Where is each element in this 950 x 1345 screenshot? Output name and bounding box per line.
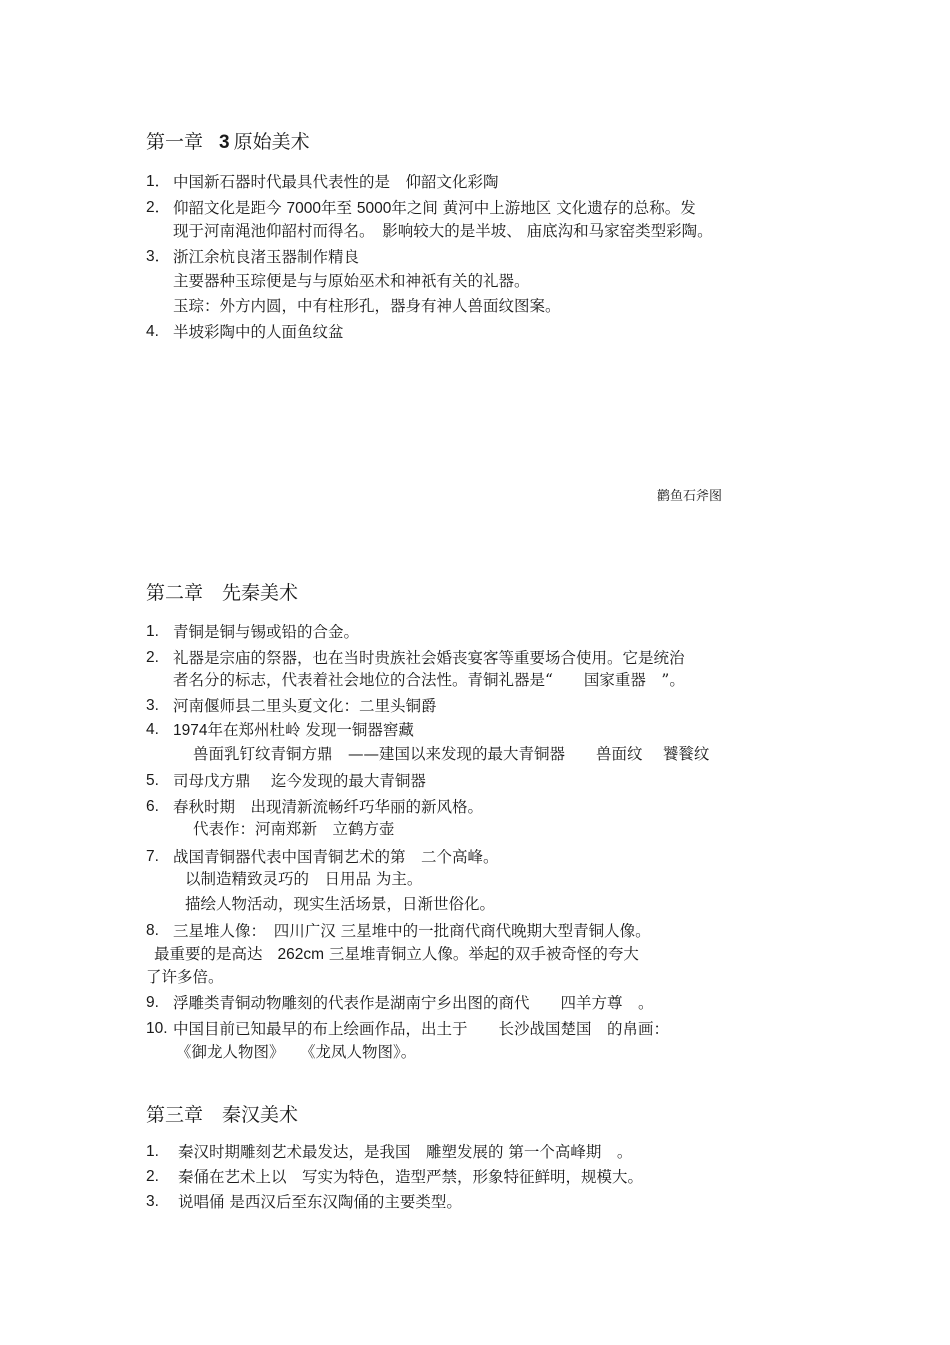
ch3-item-1-num: 1. xyxy=(146,1143,159,1160)
ch1-item-3-text: 浙江余杭良渚玉器制作精良 xyxy=(173,248,360,266)
ch2-item-8-continuation-2: 了许多倍。 xyxy=(146,968,224,986)
ch2-item-5-num: 5. xyxy=(146,772,159,789)
ch2-item-10-num: 10. xyxy=(146,1020,168,1037)
ch1-item-4-num: 4. xyxy=(146,323,159,340)
ch1-item-4-text: 半坡彩陶中的人面鱼纹盆 xyxy=(173,323,344,341)
ch2-item-2-continuation: 者名分的标志，代表着社会地位的合法性。青铜礼器是“ 国家重器 ”。 xyxy=(173,671,685,689)
ch2-item-4-sub-1: 兽面乳钉纹青铜方鼎 ——建国以来发现的最大青铜器 兽面纹 饕餮纹 xyxy=(193,745,710,763)
ch2-item-2-num: 2. xyxy=(146,649,159,666)
ch2-item-8-num: 8. xyxy=(146,922,159,939)
ch2-item-3-text: 河南偃师县二里头夏文化：二里头铜爵 xyxy=(173,697,437,715)
ch2-item-1-text: 青铜是铜与锡或铅的合金。 xyxy=(173,623,360,641)
ch1-item-2-continuation: 现于河南渑池仰韶村而得名。 影响较大的是半坡、 庙底沟和马家窑类型彩陶。 xyxy=(173,222,713,240)
ch1-item-3-sub-1: 主要器种玉琮便是与与原始巫术和神祇有关的礼器。 xyxy=(173,272,530,290)
ch2-item-6-text: 春秋时期 出现清新流畅纤巧华丽的新风格。 xyxy=(173,798,484,816)
ch2-item-9-text: 浮雕类青铜动物雕刻的代表作是湖南宁乡出图的商代 四羊方尊 。 xyxy=(173,994,654,1012)
ch2-item-2-text: 礼器是宗庙的祭器，也在当时贵族社会婚丧宴客等重要场合使用。它是统治 xyxy=(173,649,685,667)
ch1-item-3-sub-2: 玉琮：外方内圆，中有柱形孔，器身有神人兽面纹图案。 xyxy=(173,297,561,315)
ch2-item-6-sub-1: 代表作：河南郑新 立鹤方壶 xyxy=(193,820,395,838)
chapter-2-title: 第二章 先秦美术 xyxy=(146,582,299,604)
ch1-item-2-text: 仰韶文化是距今 7000年至 5000年之间 黄河中上游地区 文化遗存的总称。发 xyxy=(173,199,696,217)
ch3-item-3-num: 3. xyxy=(146,1193,159,1210)
ch2-item-4-text: 1974年在郑州杜岭 发现一铜器窖藏 xyxy=(173,721,414,739)
ch2-item-8-continuation-1: 最重要的是高达 262cm 三星堆青铜立人像。举起的双手被奇怪的夸大 xyxy=(154,945,639,963)
ch2-item-3-num: 3. xyxy=(146,697,159,714)
ch2-item-10-sub-1: 《御龙人物图》 《龙凤人物图》。 xyxy=(176,1043,417,1061)
ch3-item-2-text: 秦俑在艺术上以 写实为特色，造型严禁，形象特征鲜明，规模大。 xyxy=(178,1168,644,1186)
ch2-item-7-num: 7. xyxy=(146,848,159,865)
ch3-item-3-text: 说唱俑 是西汉后至东汉陶俑的主要类型。 xyxy=(178,1193,462,1211)
ch2-item-7-sub-1: 以制造精致灵巧的 日用品 为主。 xyxy=(185,870,423,888)
figure-caption: 鹳鱼石斧图 xyxy=(657,489,723,504)
ch2-item-6-num: 6. xyxy=(146,798,159,815)
ch2-item-7-text: 战国青铜器代表中国青铜艺术的第 二个高峰。 xyxy=(173,848,499,866)
ch2-item-8-text: 三星堆人像： 四川广汉 三星堆中的一批商代商代晚期大型青铜人像。 xyxy=(173,922,651,940)
chapter-3-title: 第三章 秦汉美术 xyxy=(146,1104,299,1126)
ch2-item-4-num: 4. xyxy=(146,721,159,738)
ch2-item-9-num: 9. xyxy=(146,994,159,1011)
ch2-item-7-sub-2: 描绘人物活动，现实生活场景，日渐世俗化。 xyxy=(185,895,496,913)
ch1-item-3-num: 3． xyxy=(146,248,171,265)
ch1-item-1-num: 1． xyxy=(146,173,171,190)
ch3-item-2-num: 2. xyxy=(146,1168,159,1185)
ch2-item-1-num: 1. xyxy=(146,623,159,640)
chapter-1-title: 第一章 3 原始美术 xyxy=(146,131,310,153)
ch2-item-5-text: 司母戊方鼎 迄今发现的最大青铜器 xyxy=(173,772,426,790)
ch1-item-2-num: 2． xyxy=(146,199,171,216)
ch1-item-1-text: 中国新石器时代最具代表性的是 仰韶文化彩陶 xyxy=(173,173,499,191)
ch2-item-10-text: 中国目前已知最早的布上绘画作品，出土于 长沙战国楚国 的帛画： xyxy=(173,1020,670,1038)
ch3-item-1-text: 秦汉时期雕刻艺术最发达，是我国 雕塑发展的 第一个高峰期 。 xyxy=(178,1143,633,1161)
